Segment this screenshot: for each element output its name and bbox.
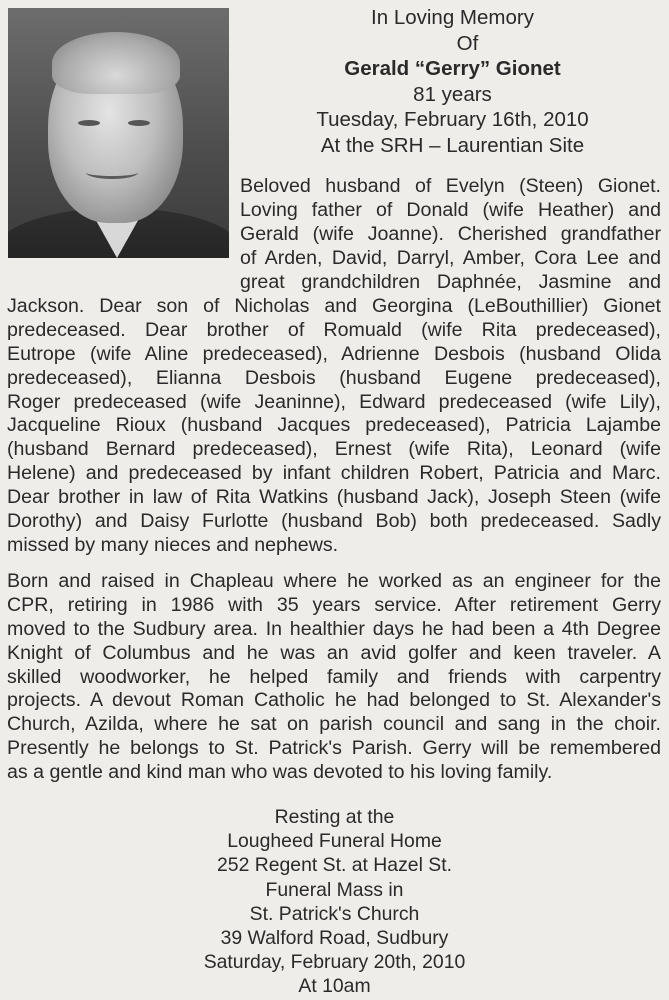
paragraph-line: Eutrope (wife Aline predeceased), Adrienne Desbois (husband Olida	[7, 342, 661, 365]
paragraph-line: Roger predeceased (wife Jeaninne), Edward predeceased (wife Lily),	[7, 390, 661, 413]
paragraph-line: predeceased. Dear brother of Romuald (wife Rita predeceased),	[7, 318, 661, 341]
photo-eye-right	[128, 120, 150, 126]
paragraph-line: missed by many nieces and nephews.	[7, 533, 339, 556]
paragraph-line: Dorothy) and Daisy Furlotte (husband Bob) both predeceased. Sadly	[7, 510, 661, 533]
memorial-of: Of	[456, 31, 479, 55]
paragraph-line: Gerald (wife Joanne). Cherished grandfather	[240, 222, 661, 245]
paragraph-line: Knight of Columbus and he was an avid golfer and keen traveler. A	[7, 641, 661, 664]
photo-hair	[52, 32, 180, 94]
paragraph-line: Helene) and predeceased by infant children Robert, Patricia and Marc.	[7, 462, 661, 485]
death-place: At the SRH – Laurentian Site	[320, 133, 585, 157]
paragraph-line: Jackson. Dear son of Nicholas and Georgina (LeBouthillier) Gionet	[7, 295, 661, 317]
death-date: Tuesday, February 16th, 2010	[316, 108, 589, 132]
resting-label: Resting at the	[274, 806, 395, 828]
paragraph-line: Beloved husband of Evelyn (Steen) Gionet.	[240, 175, 661, 197]
paragraph-line: Church, Azilda, where he sat on parish council and sang in the choir.	[7, 713, 661, 736]
paragraph-line: (husband Bernard predeceased), Ernest (wife Rita), Leonard (wife	[7, 438, 661, 461]
church-name: St. Patrick's Church	[249, 902, 420, 925]
funeral-home-name: Lougheed Funeral Home	[227, 830, 442, 853]
paragraph-line: great grandchildren Daphnée, Jasmine and	[240, 270, 661, 293]
paragraph-line: predeceased), Elianna Desbois (husband Eugene predeceased),	[7, 366, 661, 389]
paragraph-line: skilled woodworker, he helped family and friends with carpentry	[7, 665, 661, 688]
deceased-age: 81 years	[413, 82, 492, 106]
paragraph-line: Loving father of Donald (wife Heather) and	[240, 198, 661, 221]
paragraph-line: moved to the Sudbury area. In healthier days he had been a 4th Degree	[7, 617, 661, 640]
photo-eye-left	[78, 120, 100, 126]
paragraph-line: CPR, retiring in 1986 with 35 years service. After retirement Gerry	[7, 593, 661, 616]
paragraph-line: Jacqueline Rioux (husband Jacques predeceased), Patricia Lajambe	[7, 414, 661, 437]
paragraph-line: Dear brother in law of Rita Watkins (husband Jack), Joseph Steen (wife	[7, 486, 661, 509]
church-address: 39 Walford Road, Sudbury	[220, 927, 449, 950]
family-paragraph	[7, 295, 661, 558]
service-date: Saturday, February 20th, 2010	[203, 951, 466, 974]
obituary-header	[236, 5, 669, 159]
deceased-name: Gerald “Gerry” Gionet	[344, 57, 561, 81]
portrait-photo	[8, 8, 229, 258]
funeral-home-address: 252 Regent St. at Hazel St.	[217, 854, 452, 877]
memorial-title: In Loving Memory	[371, 6, 534, 29]
paragraph-line: of Arden, David, Darryl, Amber, Cora Lee and	[240, 246, 661, 269]
service-details	[0, 805, 669, 999]
photo-smile	[86, 166, 138, 179]
paragraph-line: Presently he belongs to St. Patrick's Parish. Gerry will be remembered	[7, 737, 661, 760]
mass-label: Funeral Mass in	[265, 878, 404, 901]
paragraph-line: projects. A devout Roman Catholic he had belonged to St. Alexander's	[7, 689, 661, 712]
paragraph-line: Born and raised in Chapleau where he worked as an engineer for the	[7, 570, 661, 592]
family-paragraph-top	[240, 175, 661, 294]
biography-paragraph	[7, 570, 661, 785]
paragraph-line: as a gentle and kind man who was devoted to his loving family.	[7, 761, 553, 784]
service-time: At 10am	[298, 975, 371, 998]
